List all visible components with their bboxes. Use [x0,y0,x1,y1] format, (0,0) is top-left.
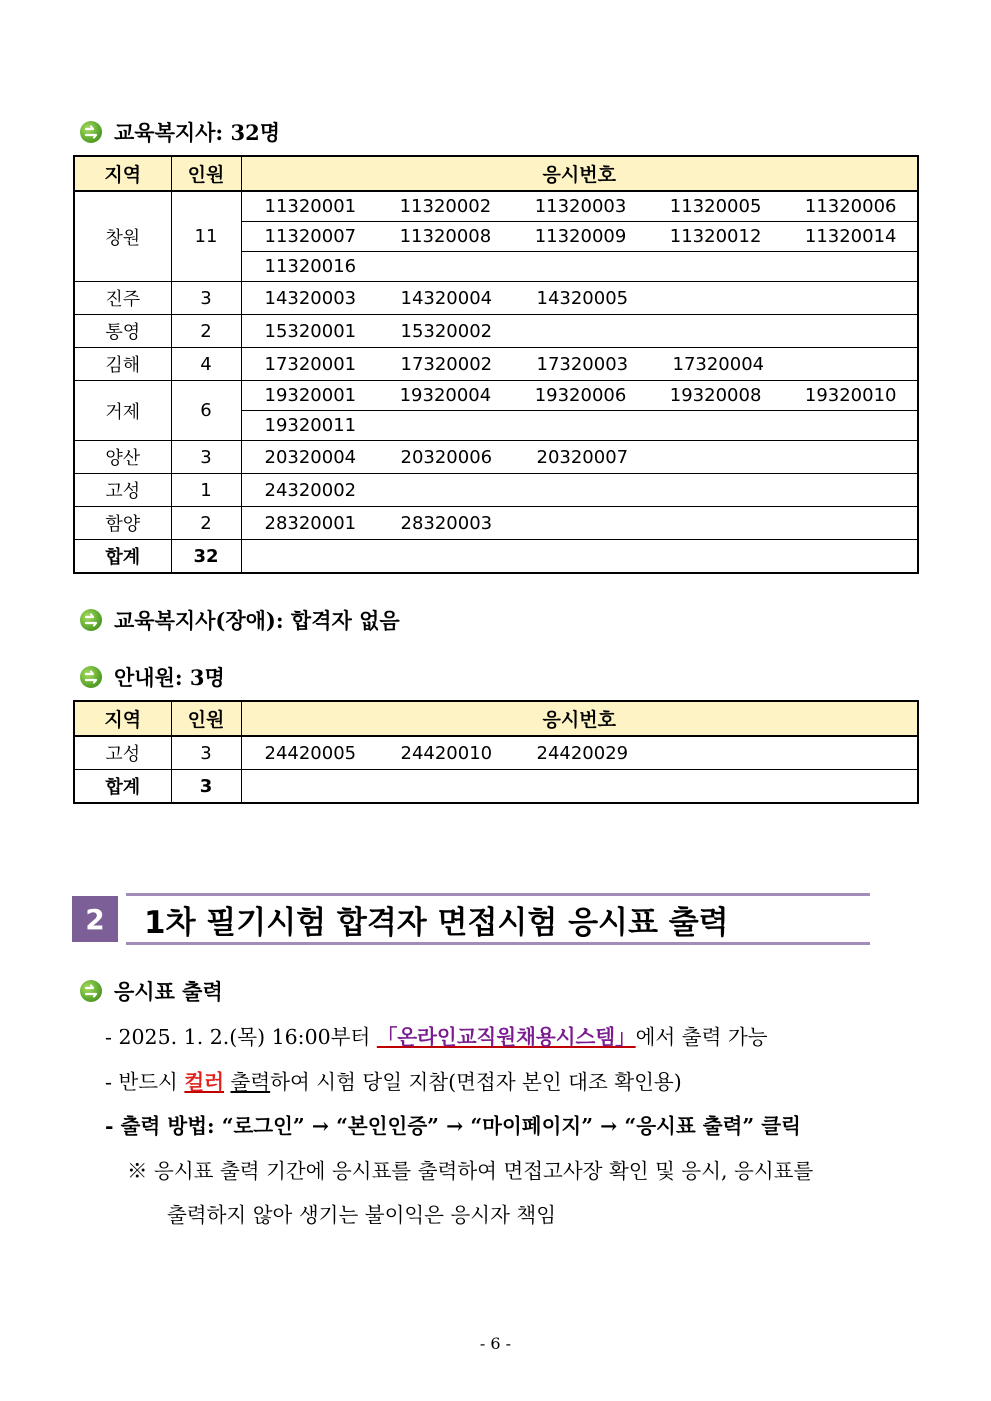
table-row [74,348,918,381]
count-cell: 4 [171,348,241,381]
exam-number-line [242,192,918,221]
exam-number: 11320001 [264,196,357,217]
region-cell: 고성 [74,474,171,507]
exam-number: 11320005 [669,196,762,217]
count-cell: 11 [171,191,241,282]
header-region: 지역 [74,156,171,191]
exam-number: 15320002 [400,320,493,342]
exam-number: 24420005 [264,742,357,764]
section-number-badge: 2 [72,896,118,942]
count-cell: 2 [171,507,241,540]
section-heading-guide [80,662,225,692]
total-count: 3 [171,770,241,804]
total-row [74,540,918,574]
exam-number: 17320001 [264,353,357,375]
section-heading-welfare [80,117,280,147]
table-row [74,191,918,282]
exam-numbers-cell [241,315,918,348]
header-region: 지역 [74,701,171,736]
exam-number-line [242,474,918,506]
exam-number: 28320003 [400,512,493,534]
color-print-line [105,1065,682,1095]
total-row [74,770,918,804]
table-row [74,474,918,507]
exam-number: 14320004 [400,287,493,309]
count-cell: 2 [171,315,241,348]
exam-number: 19320001 [264,385,357,406]
exam-number-line [242,282,918,314]
exam-number-line [242,251,918,281]
region-cell: 거제 [74,381,171,441]
exam-number: 11320009 [534,226,627,247]
region-cell: 통영 [74,315,171,348]
total-empty-cell [241,540,918,574]
header-exam-numbers: 응시번호 [241,156,918,191]
exam-number: 20320006 [400,446,493,468]
exam-number: 19320004 [399,385,492,406]
sub-heading-ticket-print [80,976,223,1006]
exam-numbers-cell [241,441,918,474]
exam-number: 14320005 [536,287,629,309]
exam-number-line [242,507,918,539]
exam-number: 15320001 [264,320,357,342]
exam-numbers-cell [241,736,918,770]
count-cell: 3 [171,736,241,770]
exam-number: 19320011 [264,415,357,436]
section-heading-text: 교육복지사: 32명 [114,120,281,145]
exam-number: 11320003 [534,196,627,217]
count-cell: 3 [171,282,241,315]
exam-number-line [242,410,918,440]
table-row [74,315,918,348]
region-cell: 양산 [74,441,171,474]
print-period-text: - 2025. 1. 2.(목) 16:00부터 [105,1025,371,1049]
table-row [74,381,918,441]
section-heading-text: 교육복지사(장애): 합격자 없음 [114,608,400,633]
bring-on-exam-day-text: 하여 시험 당일 지참(면접자 본인 대조 확인용) [270,1070,682,1094]
exam-number-line [242,221,918,251]
table-row [74,736,918,770]
print-available-text: 에서 출력 가능 [635,1025,768,1049]
guide-pass-table [73,700,919,804]
table-row [74,441,918,474]
note-line-2: 출력하지 않아 생기는 불이익은 응시자 책임 [167,1203,557,1227]
total-empty-cell [241,770,918,804]
table-row [74,507,918,540]
region-cell: 창원 [74,191,171,282]
exam-number-line [242,441,918,473]
section-title: 1차 필기시험 합격자 면접시험 응시표 출력 [126,893,870,945]
count-cell: 1 [171,474,241,507]
exam-number: 11320012 [669,226,762,247]
exam-number: 11320014 [804,226,897,247]
region-cell: 진주 [74,282,171,315]
must-text: - 반드시 [105,1070,178,1094]
region-cell: 고성 [74,736,171,770]
print-period-line [105,1020,768,1050]
section-heading-welfare-disabled [80,605,400,635]
exam-number: 14320003 [264,287,357,309]
exam-number: 11320008 [399,226,492,247]
exam-number: 19320006 [534,385,627,406]
region-cell: 김해 [74,348,171,381]
exam-number: 24420029 [536,742,629,764]
exam-number: 19320010 [804,385,897,406]
exam-number: 17320002 [400,353,493,375]
total-label: 합계 [74,770,171,804]
exam-number: 28320001 [264,512,357,534]
exam-number: 11320007 [264,226,357,247]
exam-number: 20320004 [264,446,357,468]
exam-numbers-cell [241,282,918,315]
exam-number: 17320003 [536,353,629,375]
exam-number-line [242,381,918,410]
header-count: 인원 [171,156,241,191]
print-method-line: - 출력 방법: “로그인” → “본인인증” → “마이페이지” → “응시표 출력” 클릭 [105,1114,801,1138]
exam-numbers-cell [241,381,918,441]
header-exam-numbers: 응시번호 [241,701,918,736]
total-count: 32 [171,540,241,574]
table-row [74,282,918,315]
exam-number: 11320016 [264,256,357,277]
exam-number-line [242,737,918,769]
exam-number-line [242,315,918,347]
green-arrow-bullet-icon [80,666,102,688]
welfare-pass-table [73,155,919,574]
exam-numbers-cell [241,348,918,381]
exam-number-line [242,348,918,380]
count-cell: 6 [171,381,241,441]
exam-number: 19320008 [669,385,762,406]
online-system-link[interactable]: 「온라인교직원채용시스템」 [376,1025,636,1049]
header-count: 인원 [171,701,241,736]
exam-number: 11320002 [399,196,492,217]
exam-numbers-cell [241,474,918,507]
exam-number: 17320004 [672,353,765,375]
color-emphasis-text: 컬러 [184,1070,224,1094]
exam-numbers-cell [241,191,918,282]
exam-numbers-cell [241,507,918,540]
exam-number: 24320002 [264,479,357,501]
green-arrow-bullet-icon [80,121,102,143]
exam-number: 20320007 [536,446,629,468]
region-cell: 함양 [74,507,171,540]
green-arrow-bullet-icon [80,980,102,1002]
note-line-1: ※ 응시표 출력 기간에 응시표를 출력하여 면접고사장 확인 및 응시, 응시표를 [127,1159,814,1183]
print-underlined-text: 출력 [230,1070,271,1094]
exam-number: 11320006 [804,196,897,217]
green-arrow-bullet-icon [80,609,102,631]
sub-heading-text: 응시표 출력 [114,979,223,1004]
section-heading-text: 안내원: 3명 [114,665,225,690]
page-number: - 6 - [479,1334,512,1353]
count-cell: 3 [171,441,241,474]
exam-number: 24420010 [400,742,493,764]
total-label: 합계 [74,540,171,574]
section-2-banner [72,893,870,945]
